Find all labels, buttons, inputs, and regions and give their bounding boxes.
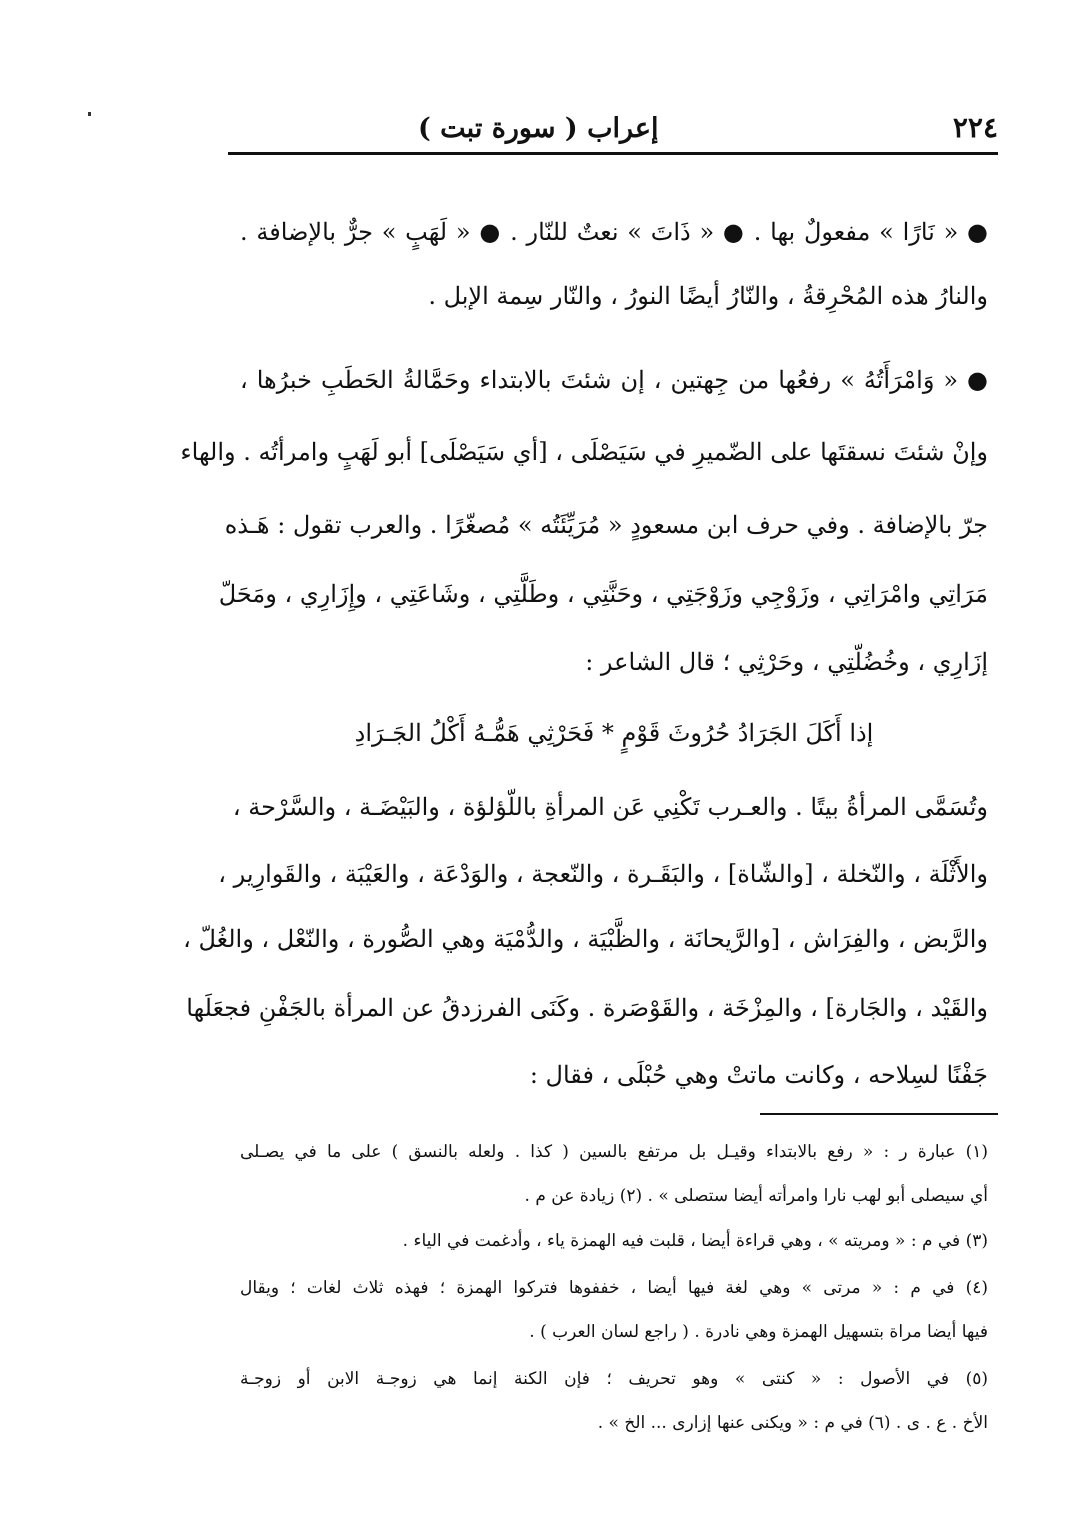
body-line: والقَيْد ، والجَارة] ، والمِزْخَة ، والقَوْصَرة . وكَنَى الفرزدقُ عن المرأة بالجَفْنِ فجعَلَها xyxy=(186,994,988,1022)
footnote-line: (٤) في م : « مرتى » وهي لغة فيها أيضا ، خففوها فتركوا الهمزة ؛ فهذه ثلاث لغات ؛ ويقال xyxy=(240,1278,988,1298)
footnote-line: الأخ . ع . ى . (٦) في م : « ويكنى عنها إزارى ... الخ » . xyxy=(597,1413,988,1433)
verse-line: إذا أَكَلَ الجَرَادُ حُرُوثَ قَوْمٍ * فَحَرْثِي هَمُّـهُ أَكْلُ الجَـرَادِ xyxy=(354,719,874,747)
footnote-line: فيها أيضا مراة بتسهيل الهمزة وهي نادرة . ( راجع لسان العرب ) . xyxy=(529,1322,988,1342)
body-line: والنارُ هذه المُحْرِقةُ ، والنّارُ أيضًا النورُ ، والنّار سِمة الإبل . xyxy=(428,282,988,310)
header-rule xyxy=(228,152,998,155)
page-header xyxy=(228,98,998,144)
footnote-line: (٣) في م : « ومريته » ، وهي قراءة أيضا ، قلبت فيه الهمزة ياء ، وأدغمت في الياء . xyxy=(402,1231,988,1251)
body-line: وإنْ شئتَ نسقتَها على الضّميرِ في سَيَصْلَى ، [أي سَيَصْلَى] أبو لَهَبٍ وامرأتُه . والهاء xyxy=(180,438,988,466)
body-line: إزَارِي ، وخُضُلّتِي ، وحَرْثِي ؛ قال الشاعر : xyxy=(585,648,988,676)
body-line: والرَّبض ، والفِرَاش ، [والرَّيحانَة ، والظَّبْيَة ، والدُّمْيَة وهي الصُّورة ، والنّعْل ، والغُلّ ، xyxy=(183,925,988,953)
running-head: إعراب ( سورة تبت ) xyxy=(418,113,659,144)
body-line: مَرَاتِي وامْرَاتِي ، وزَوْجِي وزَوْجَتِي ، وحَنَّتِي ، وطَلَّتِي ، وشَاعَتِي ، وإِزَارِي ، ومَحَلّ xyxy=(218,580,988,608)
page-number: ٢٢٤ xyxy=(952,111,998,144)
footnote-line: أي سيصلى أبو لهب نارا وامرأته أيضا ستصلى » . (٢) زيادة عن م . xyxy=(524,1186,988,1206)
body-line: والأَثْلَة ، والنّخلة ، [والشّاة] ، والبَقَـرة ، والنّعجة ، والوَدْعَة ، والعَيْبَة ، والقَوارِير ، xyxy=(218,860,988,888)
body-line: وتُسَمَّى المرأةُ بيتًا . والعـرب تَكْنِي عَن المرأةِ باللّؤلؤة ، والبَيْضَـة ، والسَّرْحة ، xyxy=(232,793,988,821)
body-line: ● « نَارًا » مفعولٌ بها . ● « ذَاتَ » نعتٌ للنّار . ● « لَهَبٍ » جرٌّ بالإضافة . xyxy=(240,218,988,246)
body-line: جرّ بالإضافة . وفي حرف ابن مسعودٍ « مُرَيِّئَتُه » مُصغّرًا . والعرب تقول : هَـذه xyxy=(224,511,988,539)
footnote-rule xyxy=(760,1113,998,1115)
margin-speck xyxy=(88,112,91,116)
body-line: ● « وَامْرَأَتُهُ » رفعُها من جِهتين ، إن شئتَ بالابتداء وحَمَّالةُ الحَطَبِ خبرُها ، xyxy=(240,366,989,394)
footnote-line: (١) عبارة ر : « رفع بالابتداء وقيـل بل مرتفع بالسين ( كذا . ولعله بالنسق ) على ما في يصـلى xyxy=(240,1142,988,1162)
footnote-line: (٥) في الأصول : « كنتى » وهو تحريف ؛ فإن الكنة إنما هي زوجـة الابن أو زوجـة xyxy=(240,1369,988,1389)
body-line: جَفْنًا لسِلاحه ، وكانت ماتتْ وهي حُبْلَى ، فقال : xyxy=(529,1061,988,1089)
